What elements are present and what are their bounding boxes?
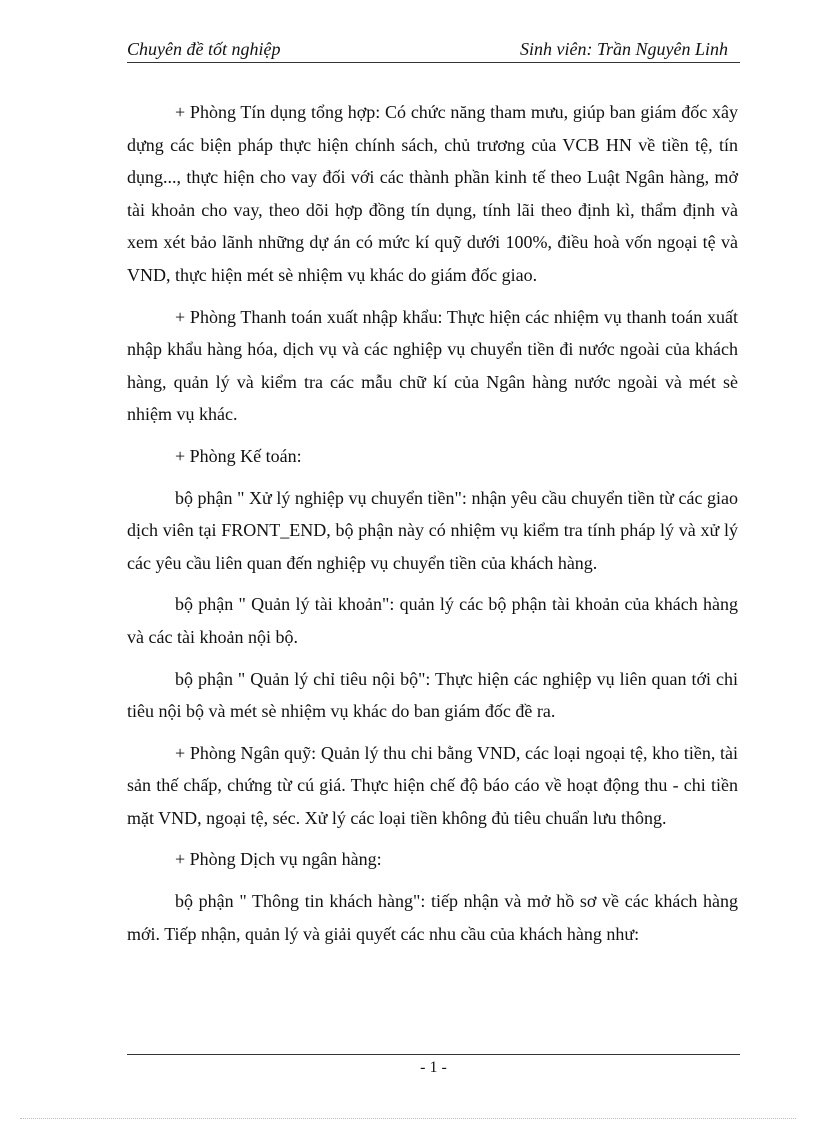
paragraph-import-export-dept: + Phòng Thanh toán xuất nhập khẩu: Thực hiện các nhiệm vụ thanh toán xuất nhập khẩu hàng hóa, dịch vụ và các nghiệp vụ chuyển tiền đi nước ngoài của khách hàng, quản lý và kiểm tra các mẫu chữ kí của Ngân hàng nước ngoài và mét sè nhiệm vụ khác. [127, 306, 738, 425]
paragraph-transfer-unit: bộ phận " Xử lý nghiệp vụ chuyển tiền": nhận yêu cầu chuyển tiền từ các giao dịch viên tại FRONT_END, bộ phận này có nhiệm vụ kiểm tra tính pháp lý và xử lý các yêu cầu liên quan đến nghiệp vụ chuyển tiền của khách hàng. [127, 487, 738, 573]
header-title: Chuyên đề tốt nghiệp [127, 39, 281, 59]
page-number: - 1 - [420, 1059, 447, 1076]
header-author: Sinh viên: Trần Nguyên Linh [520, 39, 728, 59]
footer-divider [127, 1054, 740, 1055]
page-bottom-edge [20, 1118, 796, 1119]
paragraph-credit-dept: + Phòng Tín dụng tổng hợp: Có chức năng tham mưu, giúp ban giám đốc xây dựng các biện pháp thực hiện chính sách, chủ trương của VCB HN về tiền tệ, tín dụng..., thực hiện cho vay đối với các thành phần kinh tế theo Luật Ngân hàng, mở tài khoản cho vay, theo dõi hợp đồng tín dụng, tính lãi theo định kì, thẩm định và xem xét bảo lãnh những dự án có mức kí quỹ dưới 100%, điều hoà vốn ngoại tệ và VND, thực hiện mét sè nhiệm vụ khác do giám đốc giao. [127, 102, 738, 285]
paragraph-account-unit: bộ phận " Quản lý tài khoản": quản lý các bộ phận tài khoản của khách hàng và các tài khoản nội bộ. [127, 594, 738, 647]
paragraph-accounting-dept: + Phòng Kế toán: [175, 445, 302, 466]
paragraph-banking-services-dept: + Phòng Dịch vụ ngân hàng: [175, 849, 382, 870]
paragraph-internal-spending-unit: bộ phận " Quản lý chỉ tiêu nội bộ": Thực hiện các nghiệp vụ liên quan tới chi tiêu nội bộ và mét sè nhiệm vụ khác do ban giám đốc đề ra. [127, 668, 738, 722]
paragraph-customer-info-unit: bộ phận " Thông tin khách hàng": tiếp nhận và mở hồ sơ về các khách hàng mới. Tiếp nhận, quản lý và giải quyết các nhu cầu của khách hàng như: [127, 891, 738, 944]
page-header [127, 40, 740, 63]
document-body [127, 96, 738, 959]
paragraph-treasury-dept: + Phòng Ngân quỹ: Quản lý thu chi bằng VND, các loại ngoại tệ, kho tiền, tài sản thế chấp, chứng từ cú giá. Thực hiện chế độ báo cáo về hoạt động thu - chi tiền mặt VND, ngoại tệ, séc. Xử lý các loại tiền không đủ tiêu chuẩn lưu thông. [127, 742, 738, 828]
